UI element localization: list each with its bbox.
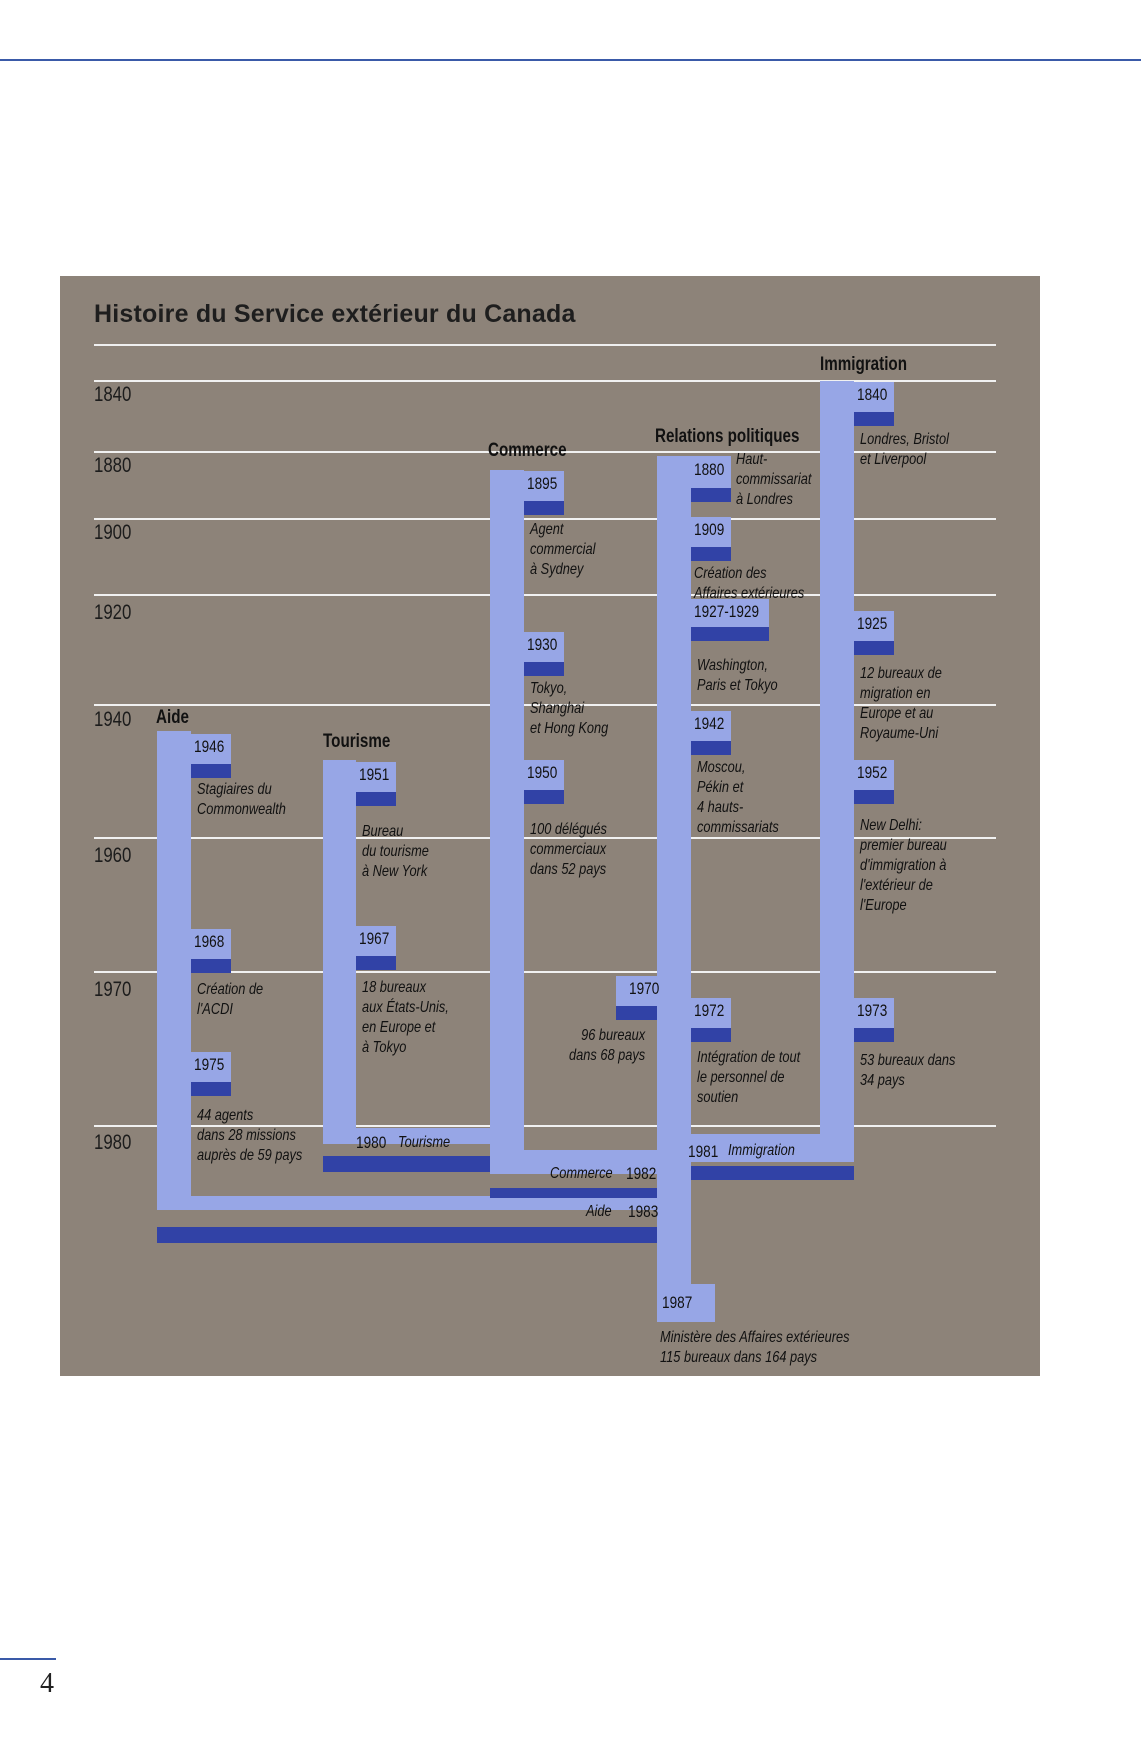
- event-text: New Delhi: premier bureau d'immigration à l'extérieur de l'Europe: [860, 817, 947, 914]
- year-label: 1970: [94, 978, 132, 1001]
- event-text: Bureau du tourisme à New York: [362, 823, 429, 880]
- event-marker: [191, 1082, 231, 1096]
- category-aide: Aide: [156, 707, 189, 728]
- year-label: 1900: [94, 521, 132, 544]
- event-text: 53 bureaux dans 34 pays: [860, 1052, 956, 1089]
- event-text: Intégration de tout le personnel de soutien: [697, 1049, 801, 1106]
- event-year: 1972: [694, 1001, 725, 1020]
- aide-track: [157, 731, 191, 1196]
- event-marker: [691, 1028, 731, 1042]
- event-text: 12 bureaux de migration en Europe et au Royaume-Uni: [860, 665, 942, 742]
- event-year: 1925: [857, 614, 888, 633]
- event-year: 1970: [629, 979, 660, 998]
- category-tourisme: Tourisme: [323, 731, 391, 752]
- event-year: 1880: [694, 460, 725, 479]
- event-text: Stagiaires du Commonwealth: [197, 781, 286, 818]
- event-year: 1927-1929: [694, 602, 760, 621]
- event-text: Création de l'ACDI: [197, 981, 264, 1018]
- event-year: 1942: [694, 714, 725, 733]
- event-marker: [854, 412, 894, 426]
- immigration-track: [820, 381, 854, 1146]
- event-marker: [854, 790, 894, 804]
- page-number: 4: [40, 1668, 54, 1699]
- event-year: 1950: [527, 763, 558, 782]
- event-year: 1967: [359, 929, 390, 948]
- event-marker: [691, 741, 731, 755]
- event-text: Tokyo, Shanghai et Hong Kong: [530, 680, 609, 737]
- event-marker: [191, 764, 231, 778]
- event-year: 1946: [194, 737, 225, 756]
- event-year: 1930: [527, 635, 558, 654]
- event-marker: [356, 792, 396, 806]
- final-line-1: Ministère des Affaires extérieures: [660, 1329, 850, 1346]
- event-marker: [691, 627, 769, 641]
- timeline-panel: [60, 276, 1040, 1376]
- event-text: Washington, Paris et Tokyo: [697, 657, 778, 694]
- relations-track: [657, 456, 691, 1284]
- footer-rule: [0, 1658, 56, 1660]
- gridline: [94, 594, 996, 596]
- tourisme-track: [323, 760, 356, 1144]
- final-line-2: 115 bureaux dans 164 pays: [660, 1349, 818, 1366]
- event-year: 1895: [527, 474, 558, 493]
- chart-title: Histoire du Service extérieur du Canada: [94, 300, 576, 328]
- event-marker: [524, 662, 564, 676]
- event-text: 96 bureaux dans 68 pays: [568, 1027, 645, 1064]
- event-year: 1951: [359, 765, 390, 784]
- event-text: Haut- commissariat à Londres: [736, 451, 812, 508]
- final-year: 1987: [662, 1293, 693, 1312]
- event-text: Londres, Bristol et Liverpool: [860, 431, 949, 468]
- event-text: Création des Affaires extérieures: [694, 565, 805, 602]
- merge-year: 1982: [626, 1164, 657, 1183]
- year-label: 1940: [94, 708, 132, 731]
- event-marker: [691, 547, 731, 561]
- merge-year: 1981: [688, 1142, 719, 1161]
- year-label: 1960: [94, 844, 132, 867]
- event-year: 1975: [194, 1055, 225, 1074]
- merge-label: Tourisme: [398, 1134, 451, 1151]
- event-text: 100 délégués commerciaux dans 52 pays: [530, 821, 607, 878]
- merge-label: Immigration: [728, 1142, 795, 1159]
- category-relations: Relations politiques: [655, 426, 800, 447]
- year-label: 1880: [94, 454, 132, 477]
- event-marker: [691, 488, 731, 502]
- event-marker: [616, 1006, 657, 1020]
- event-text: 44 agents dans 28 missions auprès de 59 pays: [197, 1107, 303, 1164]
- event-marker: [191, 959, 231, 973]
- event-text: Agent commercial à Sydney: [530, 521, 596, 578]
- year-label: 1920: [94, 601, 132, 624]
- aide-merge-track: [157, 1196, 657, 1210]
- event-text: Moscou, Pékin et 4 hauts- commissariats: [697, 759, 779, 836]
- year-label: 1840: [94, 383, 132, 406]
- commerce-track: [490, 470, 524, 1150]
- merge-year: 1983: [628, 1202, 659, 1221]
- aide-merge-bar: [157, 1227, 657, 1243]
- top-rule: [0, 59, 1141, 61]
- event-marker: [854, 1028, 894, 1042]
- title-rule: [94, 344, 996, 346]
- merge-year: 1980: [356, 1133, 387, 1152]
- commerce-merge-bar: [490, 1188, 657, 1198]
- category-commerce: Commerce: [488, 440, 567, 461]
- merge-label: Aide: [586, 1203, 612, 1220]
- event-year: 1840: [857, 385, 888, 404]
- immigration-merge-bar: [691, 1166, 854, 1180]
- event-marker: [356, 956, 396, 970]
- event-year: 1968: [194, 932, 225, 951]
- category-immigration: Immigration: [820, 354, 907, 375]
- event-year: 1952: [857, 763, 888, 782]
- event-year: 1909: [694, 520, 725, 539]
- event-marker: [524, 501, 564, 515]
- event-marker: [854, 641, 894, 655]
- tourisme-merge-bar: [323, 1156, 490, 1172]
- event-year: 1973: [857, 1001, 888, 1020]
- event-text: 18 bureaux aux États-Unis, en Europe et à Tokyo: [362, 979, 449, 1056]
- event-marker: [524, 790, 564, 804]
- year-label: 1980: [94, 1131, 132, 1154]
- merge-label: Commerce: [550, 1165, 613, 1182]
